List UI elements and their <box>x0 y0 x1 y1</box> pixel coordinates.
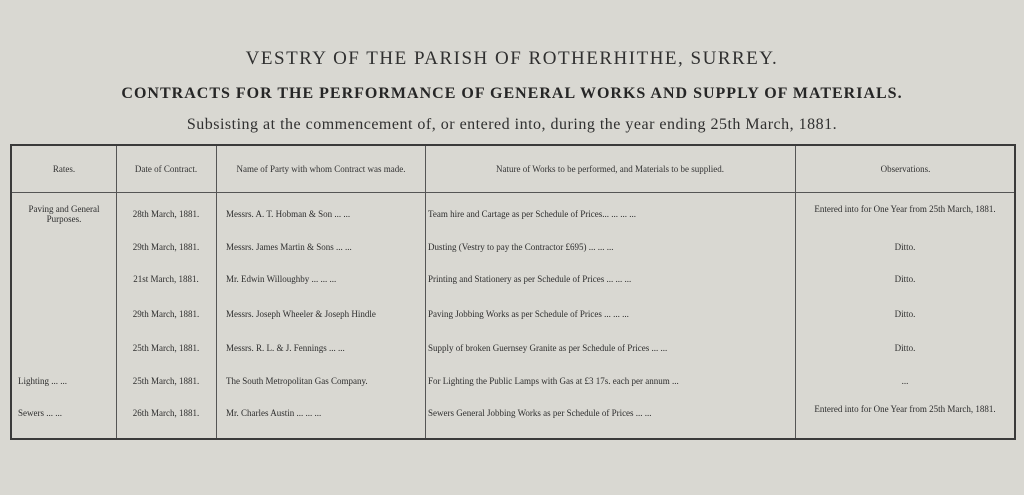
header-rates: Rates. <box>52 164 76 174</box>
row-party: Messrs. A. T. Hobman & Son ... ... <box>226 209 351 219</box>
document-caption: Subsisting at the commencement of, or entered into, during the year ending 25th March, 1881. <box>186 116 838 133</box>
row-party: Messrs. James Martin & Sons ... ... <box>226 242 352 252</box>
row-date: 21st March, 1881. <box>133 274 199 284</box>
document-subtitle: CONTRACTS FOR THE PERFORMANCE OF GENERAL WORKS AND SUPPLY OF MATERIALS. <box>121 85 903 102</box>
row-date: 26th March, 1881. <box>132 408 200 418</box>
row-date: 28th March, 1881. <box>132 209 200 219</box>
row-party: The South Metropolitan Gas Company. <box>226 376 368 386</box>
row-nature: Dusting (Vestry to pay the Contractor £695) ... ... ... <box>428 242 614 252</box>
row-observations: Entered into for One Year from 25th March, 1881. <box>814 204 996 214</box>
row-nature: Printing and Stationery as per Schedule of Prices ... ... ... <box>428 274 632 284</box>
contracts-table <box>10 144 1016 440</box>
row-nature: Supply of broken Guernsey Granite as per Schedule of Prices ... ... <box>428 343 668 353</box>
row-nature: Team hire and Cartage as per Schedule of Prices... ... ... ... <box>428 209 637 219</box>
row-observations: Entered into for One Year from 25th March, 1881. <box>814 404 996 414</box>
header-observations: Observations. <box>880 164 931 174</box>
row-party: Messrs. R. L. & J. Fennings ... ... <box>226 343 345 353</box>
column-divider <box>216 146 217 438</box>
row-rates: Paving and General Purposes. <box>28 204 100 224</box>
row-nature: For Lighting the Public Lamps with Gas at £3 17s. each per annum ... <box>428 376 679 386</box>
row-date: 29th March, 1881. <box>132 242 200 252</box>
header-date: Date of Contract. <box>134 164 198 174</box>
row-nature: Sewers General Jobbing Works as per Schedule of Prices ... ... <box>428 408 652 418</box>
row-rates: Lighting ... ... <box>18 376 67 386</box>
row-party: Messrs. Joseph Wheeler & Joseph Hindle <box>226 309 376 319</box>
row-observations: Ditto. <box>894 242 916 252</box>
row-party: Mr. Charles Austin ... ... ... <box>226 408 322 418</box>
row-rates: Sewers ... ... <box>18 408 62 418</box>
row-nature: Paving Jobbing Works as per Schedule of Prices ... ... ... <box>428 309 629 319</box>
header-divider <box>12 192 1014 193</box>
row-observations: Ditto. <box>894 274 916 284</box>
row-date: 25th March, 1881. <box>132 376 200 386</box>
row-party: Mr. Edwin Willoughby ... ... ... <box>226 274 337 284</box>
row-observations: Ditto. <box>894 343 916 353</box>
header-nature: Nature of Works to be performed, and Materials to be supplied. <box>495 164 725 174</box>
row-observations: Ditto. <box>894 309 916 319</box>
row-date: 25th March, 1881. <box>132 343 200 353</box>
row-observations: ... <box>901 376 909 386</box>
row-date: 29th March, 1881. <box>132 309 200 319</box>
header-party: Name of Party with whom Contract was made. <box>236 164 406 174</box>
document-title: VESTRY OF THE PARISH OF ROTHERHITHE, SURREY. <box>245 48 779 69</box>
